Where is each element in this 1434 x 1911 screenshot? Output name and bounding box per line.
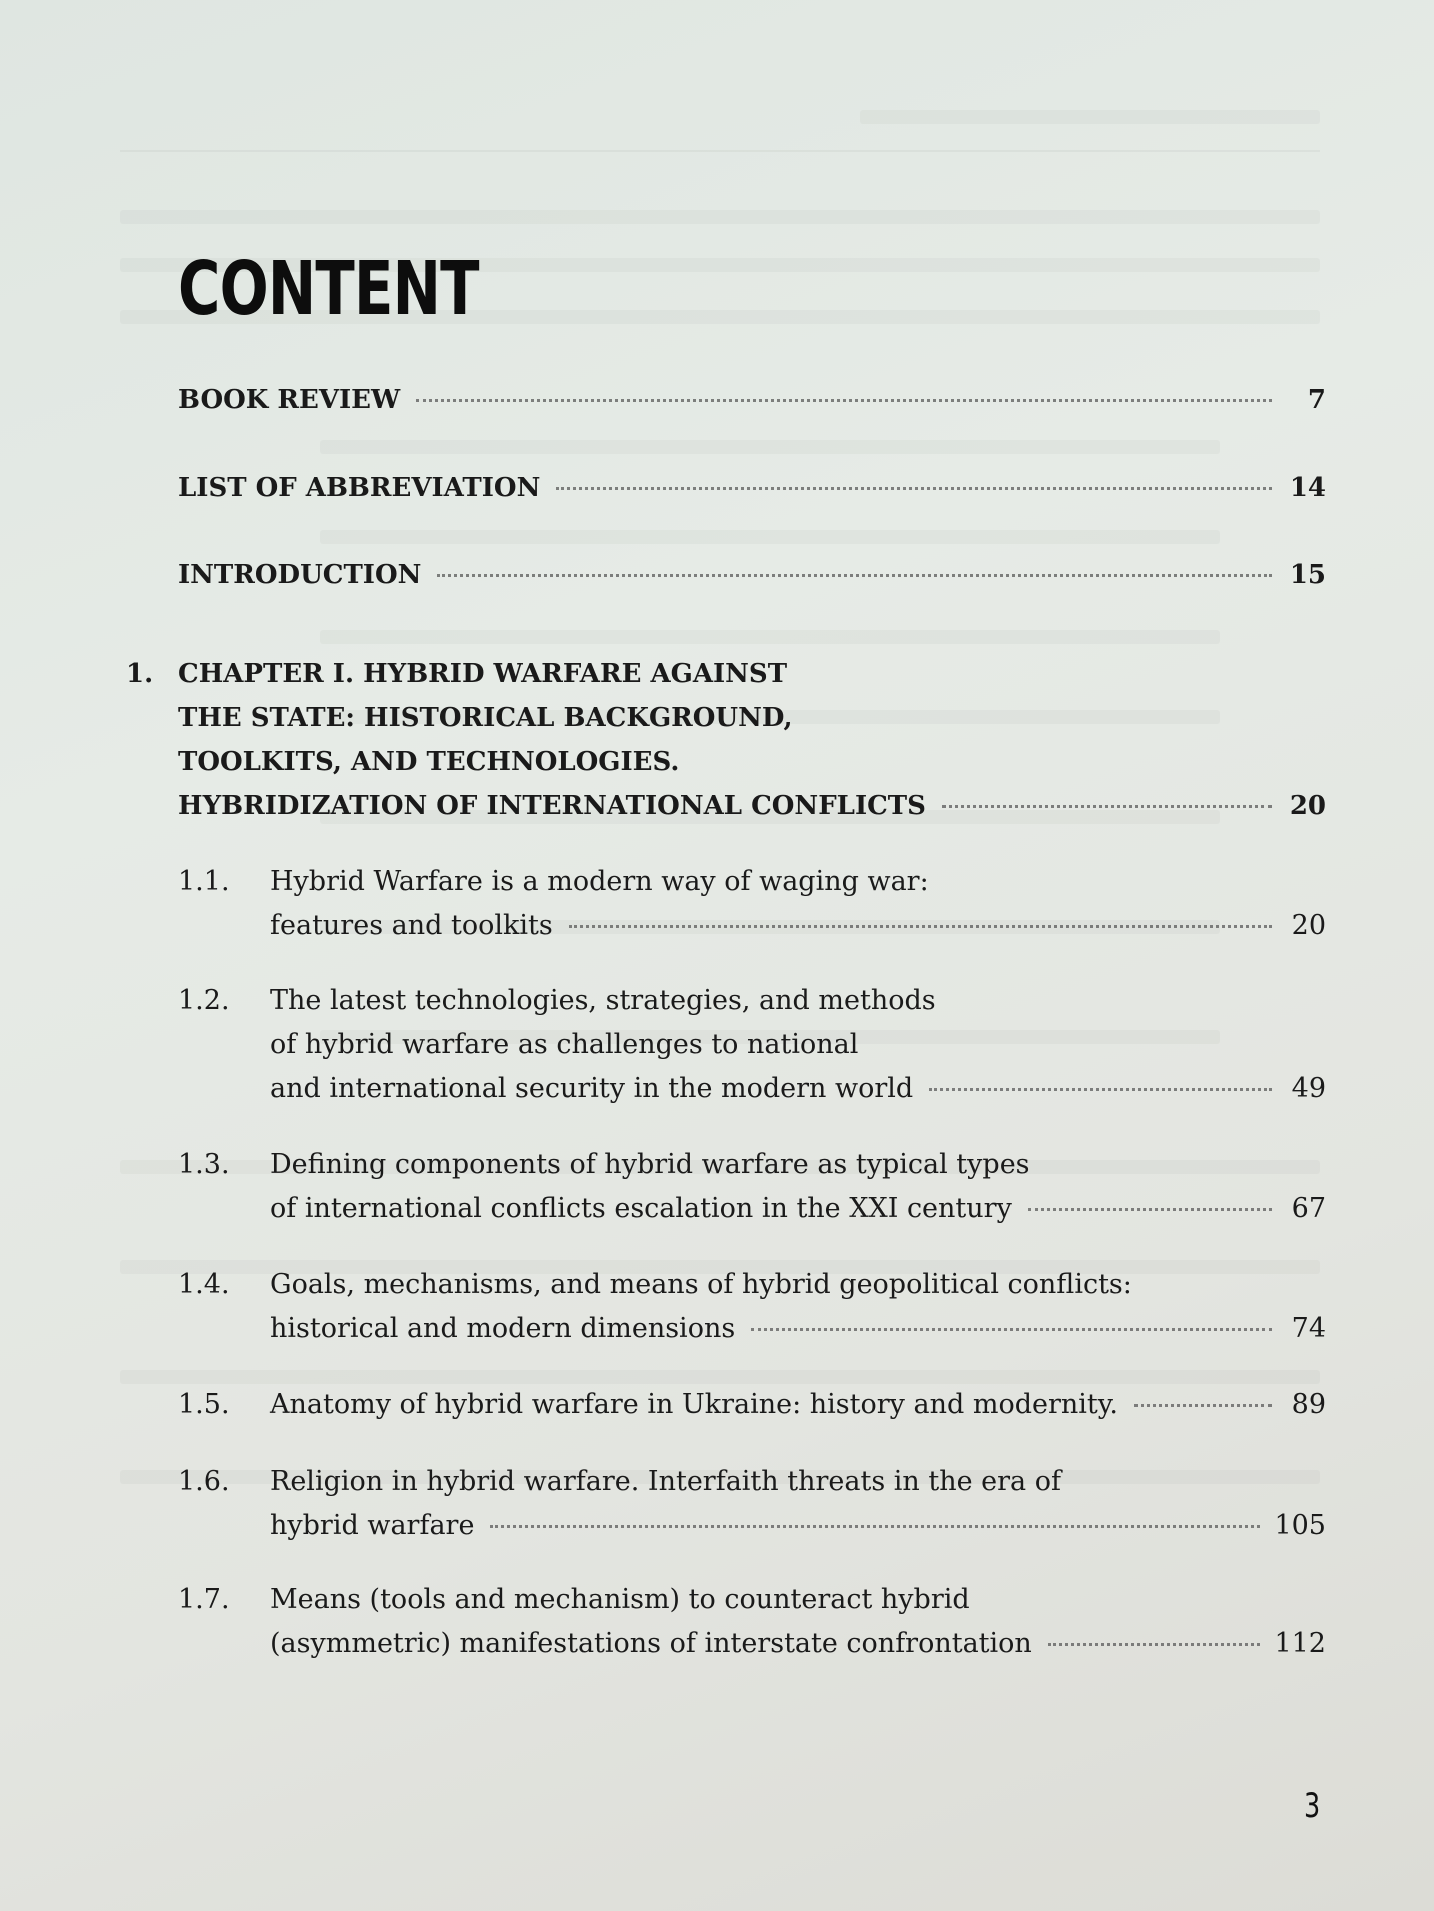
section-number: 1.1. xyxy=(178,866,230,897)
section-number: 1.7. xyxy=(178,1584,230,1615)
section-title-line: (asymmetric) manifestations of interstate confrontation xyxy=(270,1628,1032,1659)
section-title-line: Hybrid Warfare is a modern way of waging war: xyxy=(270,866,929,897)
toc-entry-list-of-abbreviation[interactable] xyxy=(178,466,1326,510)
section-title-line: Defining components of hybrid warfare as typical types xyxy=(270,1149,1030,1180)
dot-leader xyxy=(416,399,1272,402)
section-title-line: Anatomy of hybrid warfare in Ukraine: history and modernity. xyxy=(270,1389,1119,1420)
toc-entry-label: LIST OF ABBREVIATION xyxy=(178,473,541,503)
section-title-line: Means (tools and mechanism) to counteract hybrid xyxy=(270,1584,970,1615)
toc-page-number: 7 xyxy=(1307,385,1326,415)
chapter-number: 1. xyxy=(126,659,154,689)
toc-entry-section-1-7[interactable] xyxy=(178,1578,1326,1666)
dot-leader xyxy=(942,805,1272,808)
dot-leader xyxy=(1028,1208,1272,1211)
dot-leader xyxy=(1048,1643,1261,1646)
section-number: 1.6. xyxy=(178,1466,230,1497)
toc-page-number: 67 xyxy=(1291,1193,1326,1224)
toc-entry-section-1-5[interactable] xyxy=(178,1383,1326,1427)
ghost-text xyxy=(320,440,1220,454)
toc-entry-label: INTRODUCTION xyxy=(178,560,422,590)
toc-entry-introduction[interactable] xyxy=(178,553,1326,597)
dot-leader xyxy=(751,1328,1272,1331)
chapter-title-line: TOOLKITS, AND TECHNOLOGIES. xyxy=(178,747,680,777)
toc-entry-chapter-1[interactable] xyxy=(126,652,1326,828)
section-title-line: Religion in hybrid warfare. Interfaith threats in the era of xyxy=(270,1466,1061,1497)
ghost-text xyxy=(320,630,1220,644)
section-number: 1.4. xyxy=(178,1269,230,1300)
toc-entry-section-1-3[interactable] xyxy=(178,1143,1326,1231)
section-number: 1.3. xyxy=(178,1149,230,1180)
section-title-line: Goals, mechanisms, and means of hybrid geopolitical conflicts: xyxy=(270,1269,1132,1300)
toc-page-number: 89 xyxy=(1291,1389,1326,1420)
chapter-title-line: HYBRIDIZATION OF INTERNATIONAL CONFLICTS xyxy=(178,791,926,821)
ghost-text xyxy=(860,110,1320,124)
dot-leader xyxy=(1134,1404,1272,1407)
dot-leader xyxy=(556,487,1272,490)
toc-entry-book-review[interactable] xyxy=(178,378,1326,422)
dot-leader xyxy=(569,925,1272,928)
toc-page-number: 74 xyxy=(1291,1313,1326,1344)
ghost-text xyxy=(320,530,1220,544)
toc-entry-section-1-2[interactable] xyxy=(178,979,1326,1111)
ghost-header-rule xyxy=(120,150,1320,152)
toc-entry-section-1-1[interactable] xyxy=(178,860,1326,948)
toc-page-number: 20 xyxy=(1291,910,1326,941)
chapter-title-line: CHAPTER I. HYBRID WARFARE AGAINST xyxy=(178,659,788,689)
section-title-line: historical and modern dimensions xyxy=(270,1313,736,1344)
section-title-line: of hybrid warfare as challenges to national xyxy=(270,1029,859,1060)
toc-page-number: 14 xyxy=(1289,473,1326,503)
page-title: CONTENT xyxy=(178,246,479,332)
section-title-line: hybrid warfare xyxy=(270,1510,475,1541)
dot-leader xyxy=(490,1525,1260,1528)
ghost-text xyxy=(120,210,1320,224)
section-number: 1.2. xyxy=(178,985,230,1016)
section-title-line: and international security in the modern world xyxy=(270,1073,914,1104)
toc-entry-section-1-6[interactable] xyxy=(178,1460,1326,1548)
toc-page-number: 112 xyxy=(1274,1628,1326,1659)
toc-entry-section-1-4[interactable] xyxy=(178,1263,1326,1351)
toc-page-number: 105 xyxy=(1274,1510,1326,1541)
page-number: 3 xyxy=(1304,1786,1321,1826)
dot-leader xyxy=(929,1088,1272,1091)
section-title-line: The latest technologies, strategies, and methods xyxy=(270,985,936,1016)
toc-entry-label: BOOK REVIEW xyxy=(178,385,401,415)
toc-page-number: 15 xyxy=(1289,560,1326,590)
chapter-title-line: THE STATE: HISTORICAL BACKGROUND, xyxy=(178,703,793,733)
toc-page-number: 20 xyxy=(1289,791,1326,821)
section-number: 1.5. xyxy=(178,1389,230,1420)
ghost-text xyxy=(120,1370,1320,1384)
toc-page-number: 49 xyxy=(1291,1073,1326,1104)
dot-leader xyxy=(437,574,1272,577)
section-title-line: of international conflicts escalation in the XXI century xyxy=(270,1193,1012,1224)
section-title-line: features and toolkits xyxy=(270,910,553,941)
